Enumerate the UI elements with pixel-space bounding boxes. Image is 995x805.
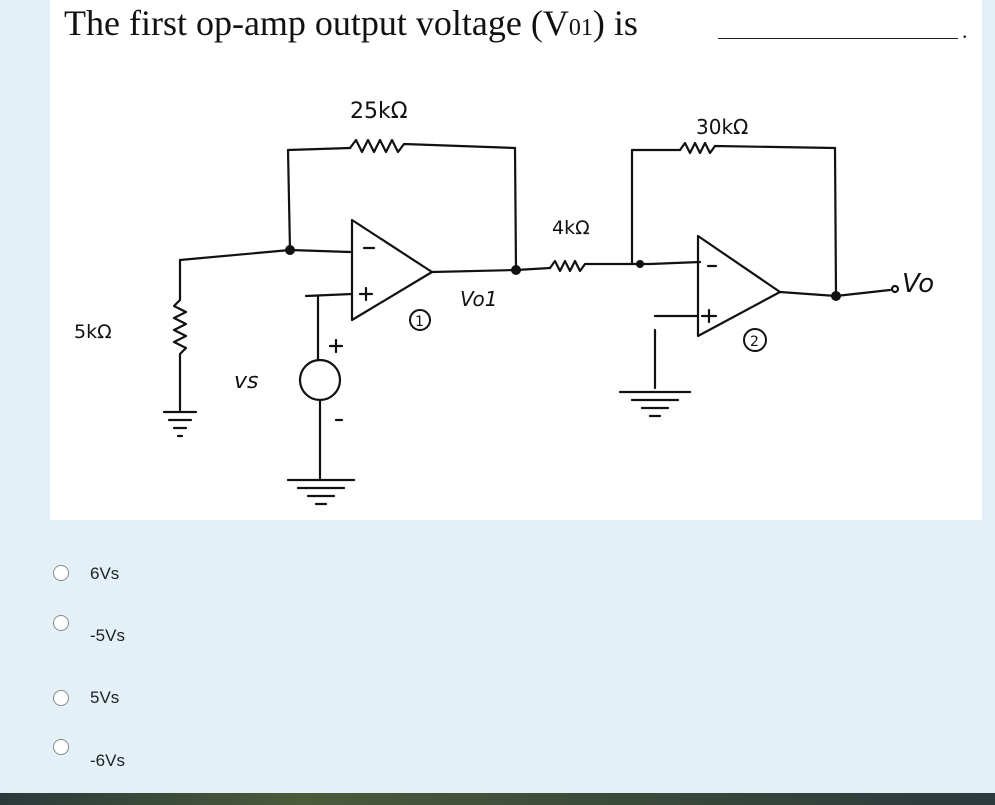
answer-blank-period: .: [962, 18, 968, 43]
option-4[interactable]: [0, 740, 300, 780]
plus-2: [702, 310, 716, 322]
resistor-25k-icon: [350, 140, 515, 152]
junction-3: [636, 260, 644, 268]
option-4-label[interactable]: -6Vs: [90, 751, 125, 770]
source-plus: [330, 340, 342, 352]
wire-feedback-1-right: [515, 148, 516, 270]
junction-2: [511, 265, 521, 275]
option-2-label[interactable]: -5Vs: [90, 626, 125, 645]
question-text-suffix: ) is: [592, 3, 638, 43]
radio-option-4[interactable]: [53, 739, 69, 755]
option-3-label[interactable]: 5Vs: [90, 688, 120, 707]
ground-2-icon: [620, 392, 690, 416]
ground-source-icon: [288, 480, 354, 504]
resistor-5k-icon: [174, 260, 186, 410]
resistor-30k-icon: [680, 143, 835, 153]
wire-feedback-2: [632, 150, 680, 264]
question-text-subscript: 01: [568, 15, 593, 41]
label-v-o1: Vo1: [460, 287, 498, 311]
option-3[interactable]: [0, 690, 300, 730]
question-card: [50, 0, 982, 520]
wire-feedback-2-right: [835, 148, 836, 296]
circuit-diagram: [50, 0, 982, 520]
radio-option-2[interactable]: [53, 615, 69, 631]
radio-option-1[interactable]: [53, 565, 69, 581]
wire-out-1: [432, 268, 550, 272]
label-r-ground: 5kΩ: [74, 321, 112, 343]
opamp-1-icon: [352, 220, 432, 320]
wire-feedback-1: [288, 148, 350, 250]
label-r-feedback-2: 30kΩ: [696, 115, 749, 139]
resistor-4k-icon: [550, 261, 650, 271]
radio-option-3[interactable]: [53, 690, 69, 706]
bottom-bar: [0, 793, 995, 805]
label-opamp-2: 2: [750, 334, 759, 350]
plus-1: [360, 288, 372, 300]
source-vs-icon: [300, 360, 340, 400]
label-source: vs: [234, 369, 259, 394]
junction-1: [285, 245, 295, 255]
wire-noninv-1: [306, 294, 352, 360]
wire-inverting-2: [650, 262, 700, 264]
label-r-feedback-1: 25kΩ: [350, 99, 408, 124]
question-text-prefix: The first op-amp output voltage (V: [64, 3, 569, 43]
vo-terminal-icon: [892, 286, 898, 292]
option-1[interactable]: [0, 566, 300, 606]
ground-5k-icon: [164, 412, 196, 436]
option-2[interactable]: [0, 616, 300, 656]
wire-noninv-2: [655, 316, 698, 388]
label-opamp-1: 1: [415, 314, 424, 330]
label-r-mid: 4kΩ: [552, 217, 590, 239]
junction-4: [831, 291, 841, 301]
wire-inverting-1: [180, 250, 350, 260]
label-v-o: Vo: [902, 269, 935, 299]
option-1-label[interactable]: 6Vs: [90, 564, 120, 583]
opamp-2-icon: [698, 236, 780, 336]
